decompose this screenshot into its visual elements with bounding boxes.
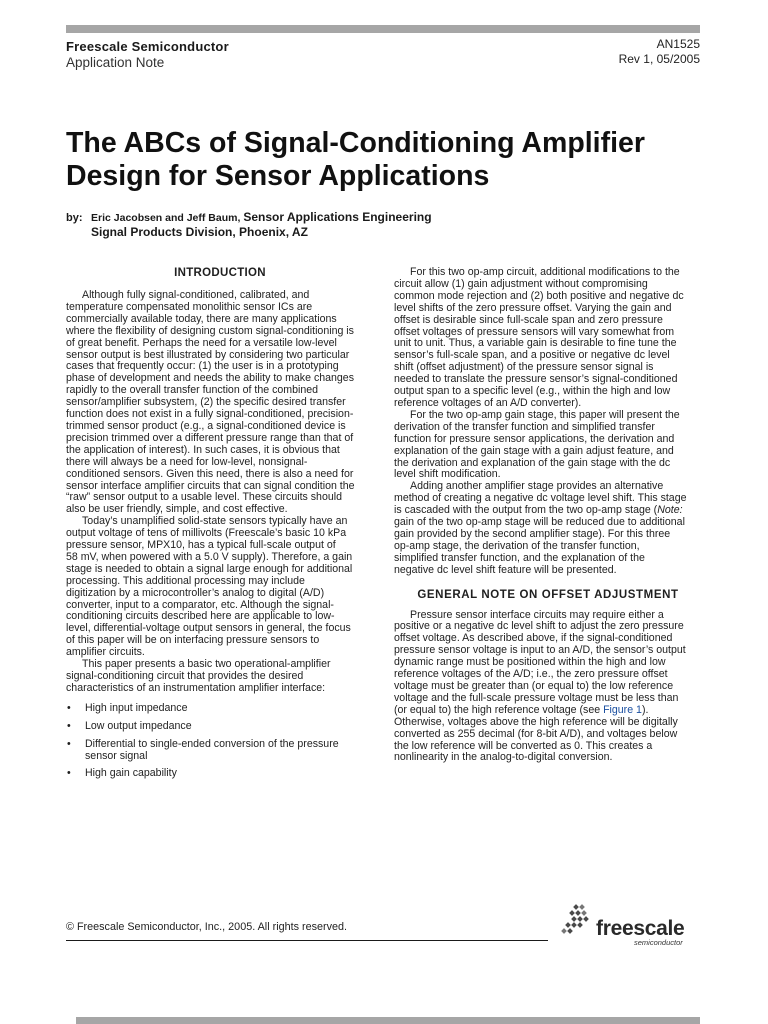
document-id [619, 37, 700, 67]
list-item-text: sensor signal [85, 749, 148, 762]
intro-paragraph-3 [66, 659, 374, 695]
text-line: cases that frequently occur: (1) the user is in a prototyping [66, 360, 339, 373]
feature-list [66, 703, 374, 781]
text-line: of this paper will be on interfacing pressure sensors to [66, 634, 320, 647]
text-line: amplifier circuits. [66, 646, 145, 659]
note-label: Note: [657, 504, 683, 517]
footer-bar [76, 1017, 700, 1024]
text-line: needed to translate the pressure sensor’s signal-conditioned [394, 373, 678, 386]
text-line: sensor interface amplifier circuits that can signal condition the [66, 479, 355, 492]
text-line: also be user friendly, simple, and cost effective. [66, 503, 288, 516]
text-line: conditioning circuits described here are applicable to low- [66, 610, 335, 623]
section-heading-introduction: INTRODUCTION [174, 267, 266, 279]
copyright-notice: © Freescale Semiconductor, Inc., 2005. All rights reserved. [66, 921, 348, 933]
text-line: function does not exist in a fully signal-conditioned, precision- [66, 408, 354, 421]
text-line [394, 705, 702, 717]
document-type: Application Note [66, 55, 165, 70]
text-line: signal-conditioning circuit that provides the desired [66, 670, 304, 682]
text-line: output span to a specific level (e.g., within the high and low [394, 385, 671, 398]
text-line: method of creating a negative dc voltage level shift. This stage [394, 492, 687, 505]
text-line: the low reference will be converted as 0. This creates a [394, 739, 653, 752]
text-line: gain provided by the second amplifier stage). For this three [394, 527, 671, 540]
text-line: Although fully signal-conditioned, calibrated, and [82, 289, 310, 301]
text-segment: ). [641, 703, 649, 716]
byline-label: by: [66, 212, 83, 224]
text-line: function for pressure sensor applications, the derivation and [394, 432, 675, 445]
byline-division: Signal Products Division, Phoenix, AZ [91, 224, 308, 239]
footer-rule [66, 940, 548, 941]
text-line: level, differential-voltage output sensors in general, the focus [66, 622, 351, 635]
text-line: pressure sensor, MPX10, has a typical full-scale output of [66, 539, 336, 552]
text-line: “raw” sensor output to a usable level. These circuits should [66, 491, 342, 504]
right-column [394, 267, 702, 764]
text-line: 58 mV, when powered with a 5.0 V supply). Therefore, a gain [66, 550, 353, 563]
text-line: reference voltages of an A/D converter). [394, 396, 582, 409]
text-line: level shift modification. [394, 468, 501, 481]
logo-subtitle: semiconductor [634, 938, 683, 947]
text-line: For the two op-amp gain stage, this paper will present the [410, 408, 680, 421]
section-heading-offset-adjustment: GENERAL NOTE ON OFFSET ADJUSTMENT [417, 588, 679, 601]
text-line: explanation of the gain stage with a gain adjust feature, and [394, 444, 674, 457]
text-line: voltage and the full-scale pressure voltage must be less than [394, 691, 679, 704]
text-line: converted as 255 decimal (for 8-bit A/D), and voltages below [394, 727, 678, 740]
header-rule [66, 25, 700, 33]
list-item [66, 739, 374, 763]
text-line: level shifts of the zero pressure offset. Varying the gain and [394, 301, 672, 314]
text-segment: is cascaded with the output from the two op-amp stage ( [394, 504, 658, 517]
text-line: Adding another amplifier stage provides an alternative [410, 480, 664, 493]
intro-paragraph-1 [66, 290, 374, 516]
list-item-text: • High input impedance [85, 701, 188, 714]
text-line: gain of the two op-amp stage will be reduced due to additional [394, 516, 685, 529]
text-line: where the flexibility of designing custom signal-conditioning is [66, 324, 354, 337]
text-line: temperature compensated monolithic sensor ICs are [66, 300, 313, 313]
text-line: sensor’s full-scale span, and a positive or negative dc level [394, 349, 670, 362]
byline [66, 211, 432, 239]
text-line: trimmed sensor product (e.g., a signal-conditioned device is [66, 419, 346, 432]
document-revision: Rev 1, 05/2005 [618, 52, 700, 66]
text-line: of great benefit. Perhaps the need for a versatile low-level [66, 336, 337, 349]
text-line: unit to unit. Thus, a variable gain is desirable to fine tune the [394, 337, 677, 350]
text-line: output voltage of tens of millivolts (Freescale’s basic 10 kPa [66, 527, 347, 540]
text-line: derivation of the transfer function and simplified transfer [394, 420, 655, 433]
figure-1-link[interactable]: Figure 1 [603, 703, 642, 716]
text-line: processing. This additional processing may include [66, 574, 305, 587]
text-line: positive or a negative dc level shift to adjust the zero pressure [394, 620, 684, 633]
text-line: Today’s unamplified solid-state sensors typically have an [82, 515, 348, 528]
byline-department: Sensor Applications Engineering [243, 210, 432, 224]
title-line: Design for Sensor Applications [66, 160, 490, 192]
intro-paragraph-2 [66, 516, 374, 659]
text-line: dynamic range must be positioned within the high and low [394, 656, 666, 669]
list-item [66, 703, 374, 715]
text-line: offset voltage. As described above, if the signal-conditioned [394, 632, 673, 645]
list-item-text: • High gain capability [85, 767, 177, 780]
title-line: The ABCs of Signal-Conditioning Amplifier [66, 127, 645, 159]
text-line: op-amp stage, the derivation of the transfer function, [394, 539, 640, 552]
right-paragraph-2 [394, 410, 702, 481]
right-paragraph-4 [394, 610, 702, 765]
left-column [66, 267, 374, 786]
list-item [66, 768, 374, 780]
page-title [66, 127, 706, 193]
text-line: digitization by a microcontroller’s analog to digital (A/D) [66, 586, 325, 599]
text-line: converter, input to a comparator, etc. Although the signal- [66, 598, 334, 611]
document-number: AN1525 [656, 37, 700, 51]
freescale-logo [560, 903, 700, 951]
text-line: characteristics of an instrumentation amplifier interface: [66, 681, 326, 694]
text-line: there will always be a need for low-level, nonsignal- [66, 455, 308, 468]
text-line: sensor output is best illustrated by considering two particular [66, 348, 350, 361]
byline-authors: Eric Jacobsen and Jeff Baum, [91, 212, 244, 224]
text-line: pressure sensor voltage is input to an A/D, the sensor’s output [394, 644, 686, 657]
text-line: voltage must be greater than (or equal to) the low reference [394, 680, 674, 692]
company-name: Freescale Semiconductor [66, 39, 229, 54]
text-line: simplified transfer function, and the explanation of the [394, 551, 645, 564]
logo-wordmark: freescale [596, 917, 685, 940]
text-line: rapidly to the overall transfer function of the combined [66, 384, 319, 397]
right-paragraph-3 [394, 481, 702, 576]
text-line: offset is desirable since full-scale span and zero pressure [394, 313, 663, 326]
list-item [66, 721, 374, 733]
text-line: conditioned sensors. Given this need, there is also a need for [66, 467, 354, 480]
text-line: circuit allow (1) gain adjustment without compromising [394, 277, 648, 290]
freescale-mark-icon [560, 903, 600, 943]
right-paragraph-1 [394, 267, 702, 410]
text-segment: (or equal to) the high reference voltage (see [394, 703, 604, 716]
text-line: precision trimmed over a different pressure range than that of [66, 431, 354, 444]
text-line: phase of development and needs the ability to make changes [66, 372, 354, 385]
text-line: the application of interest). In such cases, it is obvious that [66, 443, 340, 456]
text-line: Pressure sensor interface circuits may require either a [410, 608, 664, 621]
text-line: stage is needed to obtain a signal large enough for additional [66, 562, 353, 575]
text-line: common mode rejection and (2) both positive and negative dc [394, 289, 684, 302]
text-line: commercially available today, there are many applications [66, 312, 337, 325]
text-line: negative dc level shift feature will be presented. [394, 563, 617, 576]
text-line: Otherwise, voltages above the high reference will be digitally [394, 715, 678, 728]
text-line: nonlinearity in the analog-to-digital conversion. [394, 751, 613, 764]
list-item-text: • Low output impedance [85, 719, 192, 732]
text-line: shift (offset adjustment) of the pressure sensor signal is [394, 361, 654, 374]
text-line: For this two op-amp circuit, additional modifications to the [410, 266, 680, 278]
text-line: reference voltages of the A/D; i.e., the zero pressure offset [394, 668, 668, 681]
text-line: This paper presents a basic two operational-amplifier [82, 658, 331, 671]
text-line: offset voltages of pressure sensors will vary somewhat from [394, 325, 675, 338]
text-line: sensor/amplifier subsystem, (2) the specific desired transfer [66, 396, 346, 409]
list-item-text: • Differential to single-ended conversion of the pressure [85, 737, 339, 750]
text-line: the derivation and explanation of the gain stage with the dc [394, 456, 671, 469]
